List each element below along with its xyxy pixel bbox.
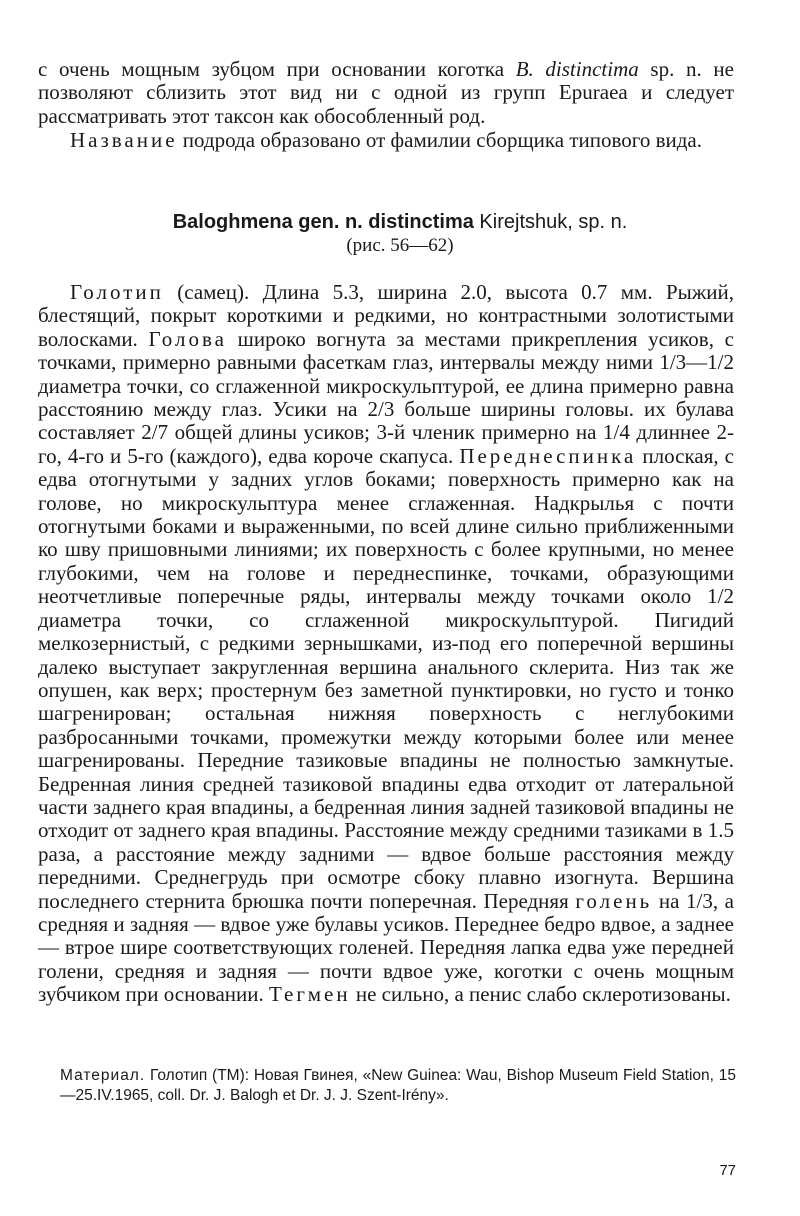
name-origin-text: подрода образовано от фамилии сборщика типового вида. — [177, 128, 703, 152]
paragraph-name-origin — [38, 129, 734, 152]
body-text-2: широко вогнута за местами прикрепления усиков, с точками, примерно равными фасеткам глаз, интервалы между ними 1/3—1/2 диаметра точки, со сглаженной микроскульптурой, ее длина примерно равна расстоянию между глаз. Усики на 2/3 больше ширины головы. их булава составляет 2/7 общей длины усиков; 3-й членик примерно на 1/4 длиннее 2-го, 4-го и 5-го (каждого), едва короче скапуса. — [38, 326, 734, 468]
description-body — [38, 281, 734, 1007]
pronotum-label: Переднеспинка — [459, 443, 637, 468]
name-label: Название — [70, 128, 178, 152]
material-text: Голотип (ТМ): Новая Гвинея, «New Guinea: Wau, Bishop Museum Field Station, 15—25.IV.1965, coll. Dr. J. Balogh et Dr. J. J. Szent-Irény». — [60, 1067, 736, 1104]
body-text-3: плоская, с едва отогнутыми у задних углов боками; поверхность примерно как на голове, но микроскульптура менее сглаженная. Надкрылья с почти отогнутыми боками и выраженными, по всей длине сильно приближенными ко шву пришовными линиями; их поверхность с более крупными, но менее глубокими, чем на голове и переднеспинке, точками, образующими неотчетливые поперечные ряды, интервалы между точками около 1/2 диаметра точки, со сглаженной микроскульптурой. Пигидий мелкозернистый, с редкими зернышками, из-под его поперечной вершины далеко выступает закругленная вершина анального склерита. Низ так же опушен, как верх; простернум без заметной пунктировки, но густо и тонко шагренирован; остальная нижняя поверхность с неглубокими разбросанными точками, промежутки между которыми более или менее шагренированы. Передние тазиковые впадины не полностью замкнутые. Бедренная линия средней тазиковой впадины едва отходит от латеральной части заднего края впадины, а бедренная линия задней тазиковой впадины не отходит от заднего края впадины. Расстояние между средними тазиками в 1.5 раза, а расстояние между задними — вдвое больше расстояния между передними. Среднегрудь при осмотре сбоку плавно изогнута. Вершина последнего стернита брюшка почти поперечная. Передняя — [38, 443, 734, 913]
tibia-label: голень — [575, 888, 653, 913]
species-heading — [0, 210, 800, 234]
holotype-label: Голотип — [70, 280, 164, 304]
intro-text-a: с очень мощным зубцом при основании коготка — [38, 57, 516, 81]
tegmen-label: Тегмен — [269, 982, 351, 1007]
material-label: Материал. — [60, 1067, 146, 1084]
body-text-1: (самец). Длина 5.3, ширина 2.0, высота 0.7 мм. Рыжий, блестящий, покрыт короткими и редкими, но контрастными золотистыми волосками. — [38, 280, 734, 351]
species-name-italic: B. distinctima — [515, 57, 639, 81]
species-author: Kirejtshuk, sp. n. — [473, 211, 628, 233]
species-title: Baloghmena gen. n. distinctima — [172, 211, 474, 233]
body-text-4: на 1/3, а средняя и задняя — вдвое уже булавы усиков. Переднее бедро вдвое, а заднее — втрое шире соответствующих голеней. Передняя лапка едва уже передней голени, средняя и задняя — почти вдвое уже, коготки с очень мощным зубчиком при основании. — [38, 888, 734, 1007]
page-number: 77 — [719, 1162, 736, 1179]
body-text-5: не сильно, а пенис слабо склеротизованы. — [350, 982, 731, 1007]
intro-text-b: sp. n. не позволяют сблизить этот вид ни с одной из групп Epuraea и следует рассматривать этот таксон как обособленный род. — [38, 57, 734, 128]
figure-reference: (рис. 56—62) — [346, 235, 454, 256]
paragraph-intro — [38, 58, 734, 128]
material-section — [60, 1066, 736, 1106]
head-label: Голова — [148, 326, 227, 351]
